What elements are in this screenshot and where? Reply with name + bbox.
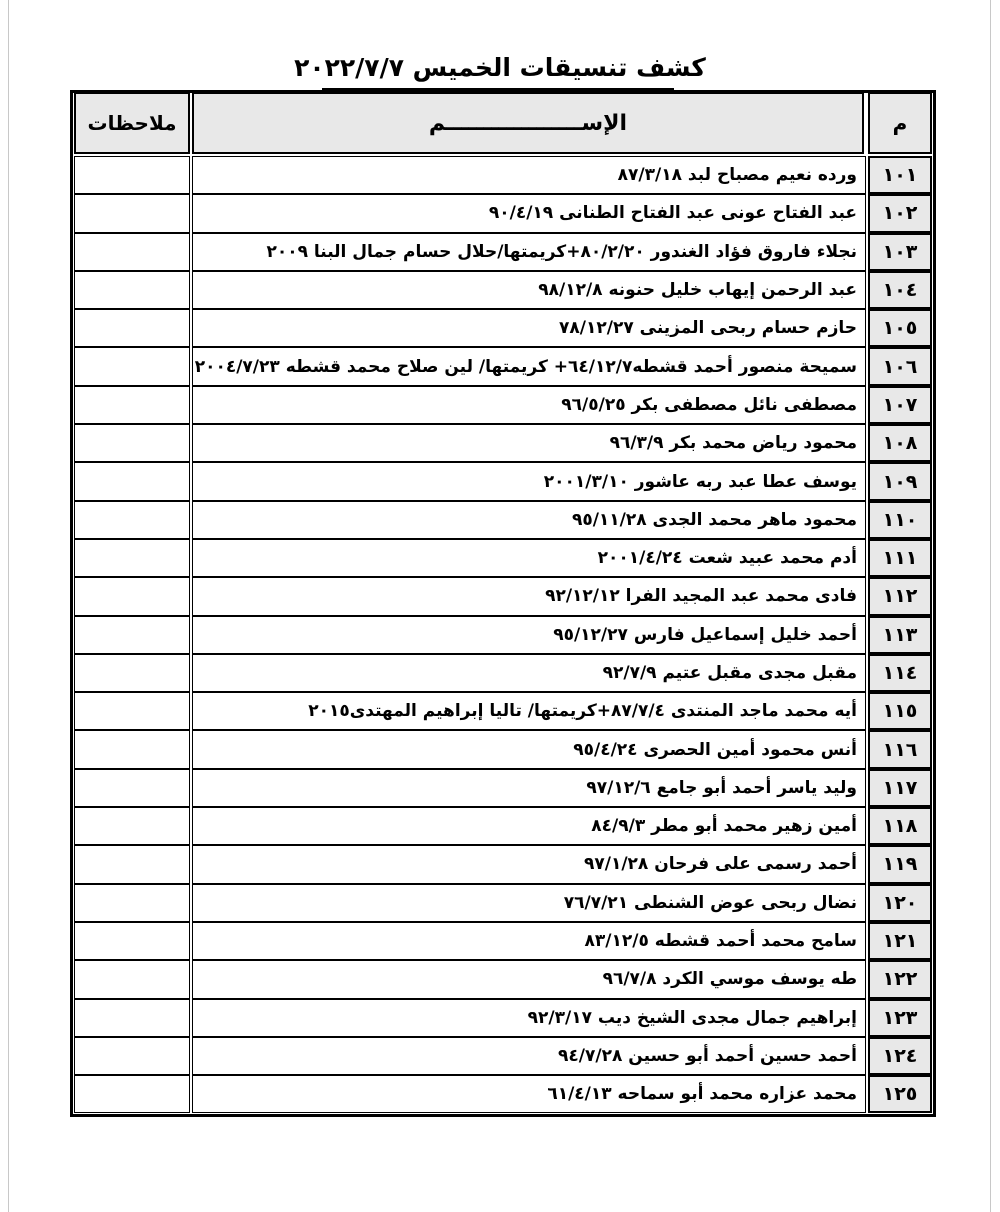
row-number: ١٠١ — [868, 156, 932, 194]
row-number: ١٢١ — [868, 922, 932, 960]
row-name: مقبل مجدى مقبل عتيم ٩٢/٧/٩ — [192, 654, 866, 692]
row-notes — [74, 654, 190, 692]
table-row — [74, 194, 932, 232]
row-notes — [74, 386, 190, 424]
row-notes — [74, 271, 190, 309]
row-name: فادى محمد عبد المجيد الفرا ٩٢/١٢/١٢ — [192, 577, 866, 615]
row-number: ١٠٩ — [868, 462, 932, 500]
row-number: ١٢٠ — [868, 884, 932, 922]
table-row — [74, 654, 932, 692]
table-row — [74, 462, 932, 500]
header-notes: ملاحظات — [74, 92, 190, 154]
document-title: كشف تنسيقات الخميس ٢٠٢٢/٧/٧ — [294, 53, 706, 82]
row-number: ١٠٣ — [868, 233, 932, 271]
row-name: محمود رياض محمد بكر ٩٦/٣/٩ — [192, 424, 866, 462]
row-notes — [74, 884, 190, 922]
row-number: ١٢٢ — [868, 960, 932, 998]
row-name: يوسف عطا عبد ربه عاشور ٢٠٠١/٣/١٠ — [192, 462, 866, 500]
row-name: محمد عزاره محمد أبو سماحه ٦١/٤/١٣ — [192, 1075, 866, 1113]
row-notes — [74, 347, 190, 385]
row-name: عبد الفتاح عونى عبد الفتاح الطنانى ٩٠/٤/١٩ — [192, 194, 866, 232]
row-number: ١١٤ — [868, 654, 932, 692]
row-notes — [74, 501, 190, 539]
table-row — [74, 1075, 932, 1113]
row-name: ورده نعيم مصباح لبد ٨٧/٣/١٨ — [192, 156, 866, 194]
table-row — [74, 692, 932, 730]
row-number: ١٢٣ — [868, 999, 932, 1037]
table-row — [74, 730, 932, 768]
table-row — [74, 577, 932, 615]
row-name: سميحة منصور أحمد قشطه٦٤/١٢/٧+ كريمتها/ لين صلاح محمد قشطه ٢٠٠٤/٧/٢٣ — [192, 347, 866, 385]
page-left-edge — [8, 0, 9, 1212]
row-number: ١١٧ — [868, 769, 932, 807]
row-number: ١٢٥ — [868, 1075, 932, 1113]
row-name: طه يوسف موسي الكرد ٩٦/٧/٨ — [192, 960, 866, 998]
row-name: نضال ربحى عوض الشنطى ٧٦/٧/٢١ — [192, 884, 866, 922]
row-number: ١٠٤ — [868, 271, 932, 309]
row-notes — [74, 156, 190, 194]
row-number: ١١٢ — [868, 577, 932, 615]
table-row — [74, 884, 932, 922]
row-notes — [74, 922, 190, 960]
row-name: أحمد حسين أحمد أبو حسين ٩٤/٧/٢٨ — [192, 1037, 866, 1075]
row-notes — [74, 424, 190, 462]
row-number: ١١٦ — [868, 730, 932, 768]
row-notes — [74, 807, 190, 845]
row-number: ١١٠ — [868, 501, 932, 539]
table-row — [74, 156, 932, 194]
row-number: ١٠٨ — [868, 424, 932, 462]
row-name: أيه محمد ماجد المنتدى ٨٧/٧/٤+كريمتها/ تاليا إبراهيم المهتدى٢٠١٥ — [192, 692, 866, 730]
row-name: إبراهيم جمال مجدى الشيخ ديب ٩٢/٣/١٧ — [192, 999, 866, 1037]
row-notes — [74, 462, 190, 500]
row-name: محمود ماهر محمد الجدى ٩٥/١١/٢٨ — [192, 501, 866, 539]
row-name: حازم حسام ربحى المزينى ٧٨/١٢/٢٧ — [192, 309, 866, 347]
row-name: أنس محمود أمين الحصرى ٩٥/٤/٢٤ — [192, 730, 866, 768]
table-row — [74, 309, 932, 347]
table-row — [74, 807, 932, 845]
row-number: ١١٣ — [868, 616, 932, 654]
row-number: ١١٥ — [868, 692, 932, 730]
row-notes — [74, 845, 190, 883]
row-notes — [74, 1075, 190, 1113]
row-notes — [74, 309, 190, 347]
table-row — [74, 539, 932, 577]
table-row — [74, 960, 932, 998]
row-name: وليد ياسر أحمد أبو جامع ٩٧/١٢/٦ — [192, 769, 866, 807]
page-right-edge — [990, 0, 991, 1212]
row-name: أدم محمد عبيد شعت ٢٠٠١/٤/٢٤ — [192, 539, 866, 577]
row-notes — [74, 692, 190, 730]
row-number: ١٠٢ — [868, 194, 932, 232]
row-name: مصطفى نائل مصطفى بكر ٩٦/٥/٢٥ — [192, 386, 866, 424]
row-notes — [74, 577, 190, 615]
table-row — [74, 271, 932, 309]
row-name: عبد الرحمن إيهاب خليل حنونه ٩٨/١٢/٨ — [192, 271, 866, 309]
row-number: ١٠٧ — [868, 386, 932, 424]
row-notes — [74, 769, 190, 807]
row-notes — [74, 1037, 190, 1075]
row-number: ١١١ — [868, 539, 932, 577]
table-row — [74, 233, 932, 271]
row-name: نجلاء فاروق فؤاد الغندور ٨٠/٢/٢٠+كريمتها/حلال حسام جمال البنا ٢٠٠٩ — [192, 233, 866, 271]
row-name: سامح محمد أحمد قشطه ٨٣/١٢/٥ — [192, 922, 866, 960]
row-number: ١١٩ — [868, 845, 932, 883]
row-name: أحمد خليل إسماعيل فارس ٩٥/١٢/٢٧ — [192, 616, 866, 654]
row-number: ١١٨ — [868, 807, 932, 845]
header-name: الإســــــــــــــــــم — [192, 92, 864, 154]
row-notes — [74, 730, 190, 768]
table-row — [74, 386, 932, 424]
table-row — [74, 1037, 932, 1075]
row-notes — [74, 960, 190, 998]
table-row — [74, 501, 932, 539]
table-row — [74, 922, 932, 960]
table-body — [74, 156, 932, 1113]
table-row — [74, 845, 932, 883]
table-row — [74, 769, 932, 807]
row-name: أحمد رسمى على فرحان ٩٧/١/٢٨ — [192, 845, 866, 883]
table-row — [74, 424, 932, 462]
row-number: ١٠٦ — [868, 347, 932, 385]
row-notes — [74, 999, 190, 1037]
table-row — [74, 347, 932, 385]
row-notes — [74, 233, 190, 271]
header-number: م — [868, 92, 932, 154]
table-row — [74, 616, 932, 654]
row-notes — [74, 194, 190, 232]
row-number: ١٠٥ — [868, 309, 932, 347]
row-notes — [74, 616, 190, 654]
row-name: أمين زهير محمد أبو مطر ٨٤/٩/٣ — [192, 807, 866, 845]
row-number: ١٢٤ — [868, 1037, 932, 1075]
row-notes — [74, 539, 190, 577]
table-row — [74, 999, 932, 1037]
